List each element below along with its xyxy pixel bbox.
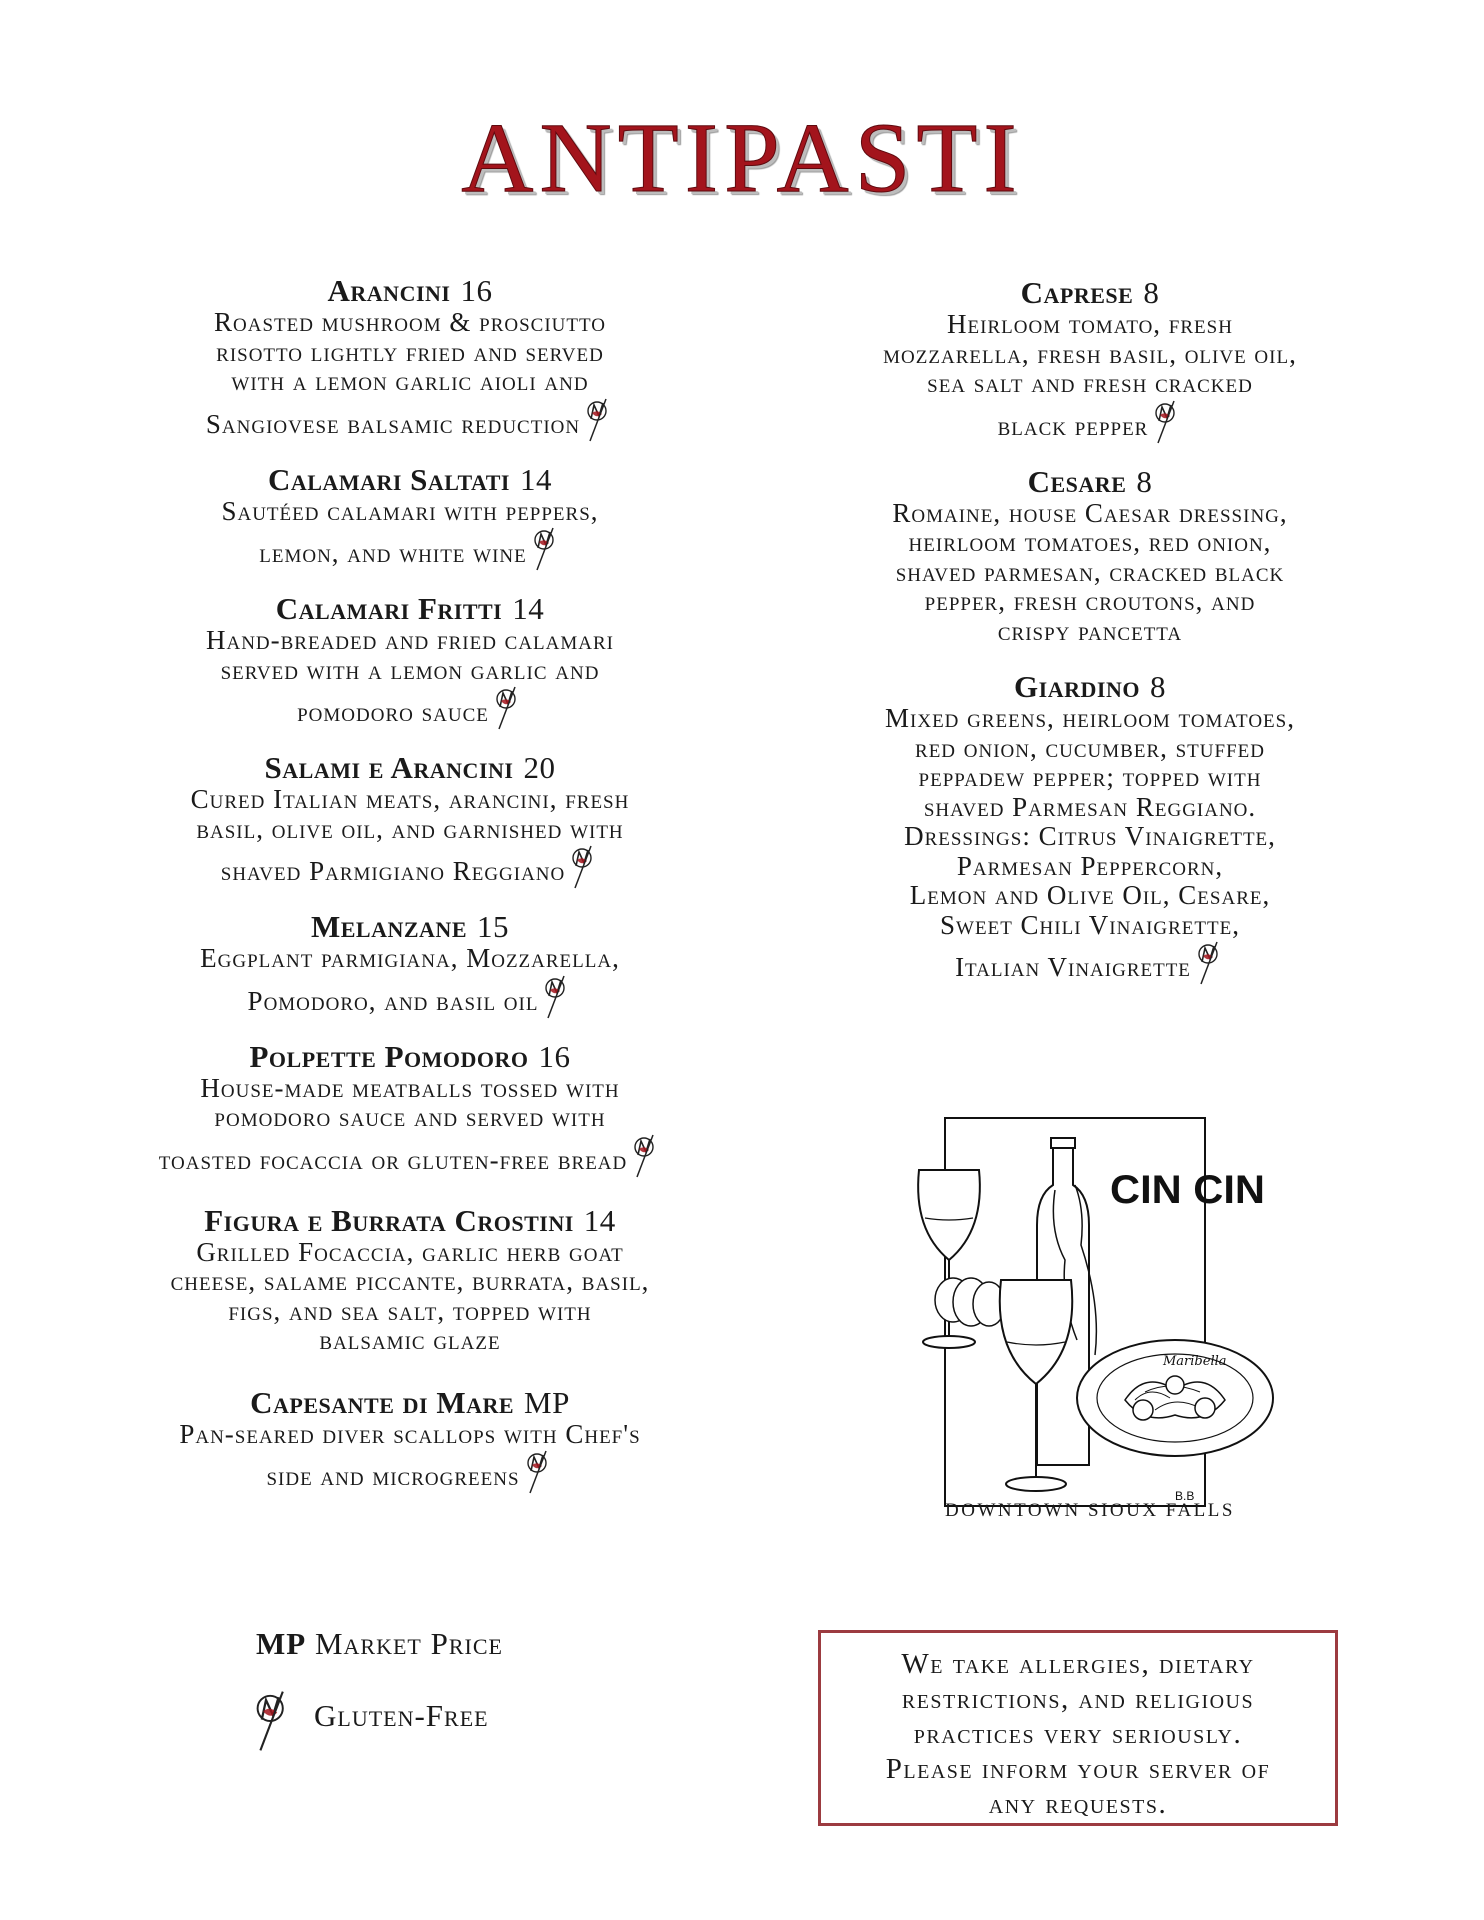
item-description-line: shaved Parmigiano Reggiano bbox=[130, 844, 690, 890]
item-price: MP bbox=[524, 1384, 570, 1420]
menu-item bbox=[130, 463, 690, 573]
item-description-line: shaved Parmesan Reggiano. bbox=[923, 791, 1257, 822]
right-menu-column bbox=[830, 276, 1350, 986]
item-description-line: Italian Vinaigrette bbox=[830, 940, 1350, 986]
item-price: 8 bbox=[1149, 669, 1166, 704]
item-name-text: Cesare bbox=[1027, 463, 1127, 499]
item-description-line: Dressings: Citrus Vinaigrette, bbox=[904, 821, 1276, 851]
menu-item bbox=[830, 670, 1350, 986]
item-description-line: Pomodoro, and basil oil bbox=[130, 974, 690, 1020]
gluten-free-icon bbox=[569, 844, 599, 890]
menu-item-name bbox=[130, 1204, 690, 1238]
item-description-line: Romaine, house Caesar dressing, bbox=[892, 497, 1288, 528]
legend-gluten-free-label: Gluten-Free bbox=[314, 1698, 489, 1733]
item-description-line: pepper, fresh croutons, and bbox=[924, 586, 1256, 616]
item-description-line: heirloom tomatoes, red onion, bbox=[908, 527, 1272, 557]
item-description-line: Parmesan Peppercorn, bbox=[956, 850, 1224, 881]
allergy-notice-line: Please inform your server of bbox=[885, 1753, 1271, 1785]
item-name-text: Calamari Fritti bbox=[275, 591, 503, 626]
item-price: 16 bbox=[460, 273, 493, 308]
gluten-free-icon bbox=[1152, 399, 1182, 445]
item-name-text: Salami e Arancini bbox=[264, 750, 514, 785]
legend-mp-abbr: MP bbox=[256, 1626, 307, 1661]
item-description-line: risotto lightly fried and served bbox=[216, 336, 604, 367]
item-description-line: black pepper bbox=[830, 399, 1350, 445]
legend-market-price bbox=[256, 1626, 503, 1662]
menu-item-name bbox=[130, 592, 690, 626]
legend-mp-label: Market Price bbox=[314, 1626, 503, 1661]
menu-item bbox=[130, 274, 690, 443]
gluten-free-icon bbox=[252, 1688, 294, 1754]
item-description-line: Grilled Focaccia, garlic herb goat bbox=[196, 1236, 624, 1267]
item-price: 8 bbox=[1143, 275, 1160, 310]
item-description-line: figs, and sea salt, topped with bbox=[228, 1295, 592, 1326]
gluten-free-icon bbox=[524, 1449, 554, 1495]
cin-cin-illustration bbox=[905, 1110, 1275, 1530]
cin-cin-heading: CIN CIN bbox=[1110, 1168, 1265, 1212]
item-description-line: shaved parmesan, cracked black bbox=[895, 556, 1285, 587]
menu-item bbox=[130, 1204, 690, 1356]
item-price: 14 bbox=[512, 591, 545, 626]
item-description-line: Lemon and Olive Oil, Cesare, bbox=[909, 880, 1271, 910]
item-name-text: Calamari Saltati bbox=[267, 461, 510, 497]
menu-item-name bbox=[130, 463, 690, 497]
item-description-line: balsamic glaze bbox=[319, 1325, 501, 1355]
menu-item bbox=[130, 1040, 690, 1179]
item-name-text: Polpette Pomodoro bbox=[249, 1038, 529, 1074]
item-description-line: Eggplant parmigiana, Mozzarella, bbox=[200, 943, 620, 973]
menu-item-name bbox=[130, 274, 690, 308]
item-description-line: basil, olive oil, and garnished with bbox=[196, 813, 624, 844]
item-description-line: House-made meatballs tossed with bbox=[200, 1072, 620, 1103]
menu-item-name bbox=[130, 1386, 690, 1420]
item-price: 16 bbox=[538, 1038, 571, 1074]
item-description-line: peppadew pepper; topped with bbox=[918, 762, 1262, 792]
item-price: 14 bbox=[583, 1202, 616, 1238]
gluten-free-icon bbox=[584, 397, 614, 443]
item-description-line: Sautéed calamari with peppers, bbox=[221, 495, 599, 526]
item-description-line: Sangiovese balsamic reduction bbox=[130, 397, 690, 443]
page-title: ANTIPASTI bbox=[461, 102, 1023, 213]
allergy-notice-line: any requests. bbox=[988, 1788, 1168, 1820]
wine-and-pasta-drawing bbox=[905, 1110, 1275, 1530]
menu-item-name bbox=[830, 465, 1350, 499]
allergy-notice bbox=[818, 1630, 1338, 1826]
item-name-text: Caprese bbox=[1020, 275, 1134, 310]
item-name-text: Capesante di Mare bbox=[250, 1384, 515, 1420]
menu-item bbox=[130, 592, 690, 731]
item-description-line: with a lemon garlic aioli and bbox=[231, 366, 589, 396]
item-description-line: pomodoro sauce bbox=[130, 685, 690, 731]
item-description-line: pomodoro sauce and served with bbox=[214, 1102, 606, 1132]
gluten-free-icon bbox=[531, 526, 561, 572]
item-description-line: Cured Italian meats, arancini, fresh bbox=[190, 784, 630, 814]
item-description-line: Sweet Chili Vinaigrette, bbox=[940, 909, 1240, 940]
allergy-notice-line: practices very seriously. bbox=[913, 1718, 1243, 1750]
gluten-free-icon bbox=[1195, 940, 1225, 986]
item-description-line: Hand-breaded and fried calamari bbox=[205, 625, 615, 655]
menu-item bbox=[130, 1386, 690, 1496]
item-description-line: Mixed greens, heirloom tomatoes, bbox=[885, 703, 1295, 733]
menu-item bbox=[130, 910, 690, 1020]
item-description-line: Pan-seared diver scallops with Chef's bbox=[179, 1418, 641, 1449]
menu-item bbox=[830, 465, 1350, 647]
item-price: 8 bbox=[1136, 463, 1153, 499]
artist-signature: B.B bbox=[1175, 1489, 1195, 1503]
item-description-line: served with a lemon garlic and bbox=[220, 654, 600, 685]
allergy-notice-line: We take allergies, dietary bbox=[901, 1648, 1255, 1680]
item-description-line: sea salt and fresh cracked bbox=[927, 368, 1253, 398]
item-price: 14 bbox=[520, 461, 552, 497]
gluten-free-icon bbox=[631, 1133, 661, 1179]
menu-item bbox=[130, 751, 690, 890]
illustration-caption: DOWNTOWN SIOUX FALLS bbox=[945, 1500, 1235, 1521]
item-description-line: cheese, salame piccante, burrata, basil, bbox=[170, 1266, 650, 1296]
item-description-line: side and microgreens bbox=[130, 1449, 690, 1495]
item-description-line: Heirloom tomato, fresh bbox=[947, 309, 1233, 339]
item-price: 15 bbox=[477, 909, 509, 944]
menu-item-name bbox=[130, 910, 690, 944]
item-price: 20 bbox=[523, 750, 556, 785]
menu-item-name bbox=[830, 276, 1350, 310]
item-name-text: Melanzane bbox=[310, 909, 467, 944]
gluten-free-icon bbox=[493, 685, 523, 731]
plate-script: Maribella bbox=[1163, 1354, 1227, 1369]
item-description-line: mozzarella, fresh basil, olive oil, bbox=[883, 338, 1297, 369]
item-name-text: Giardino bbox=[1014, 669, 1140, 704]
left-menu-column bbox=[130, 274, 690, 1495]
item-name-text: Figura e Burrata Crostini bbox=[204, 1202, 574, 1238]
item-description-line: red onion, cucumber, stuffed bbox=[915, 732, 1265, 763]
menu-item-name bbox=[130, 1040, 690, 1074]
item-description-line: Roasted mushroom & prosciutto bbox=[214, 307, 606, 337]
menu-item-name bbox=[830, 670, 1350, 704]
item-description-line: lemon, and white wine bbox=[130, 526, 690, 572]
item-description-line: toasted focaccia or gluten-free bread bbox=[130, 1133, 690, 1179]
allergy-notice-line: restrictions, and religious bbox=[901, 1683, 1255, 1715]
gluten-free-icon bbox=[542, 974, 572, 1020]
menu-item bbox=[830, 276, 1350, 445]
item-description-line: crispy pancetta bbox=[997, 615, 1183, 646]
menu-item-name bbox=[130, 751, 690, 785]
item-name-text: Arancini bbox=[327, 273, 451, 308]
